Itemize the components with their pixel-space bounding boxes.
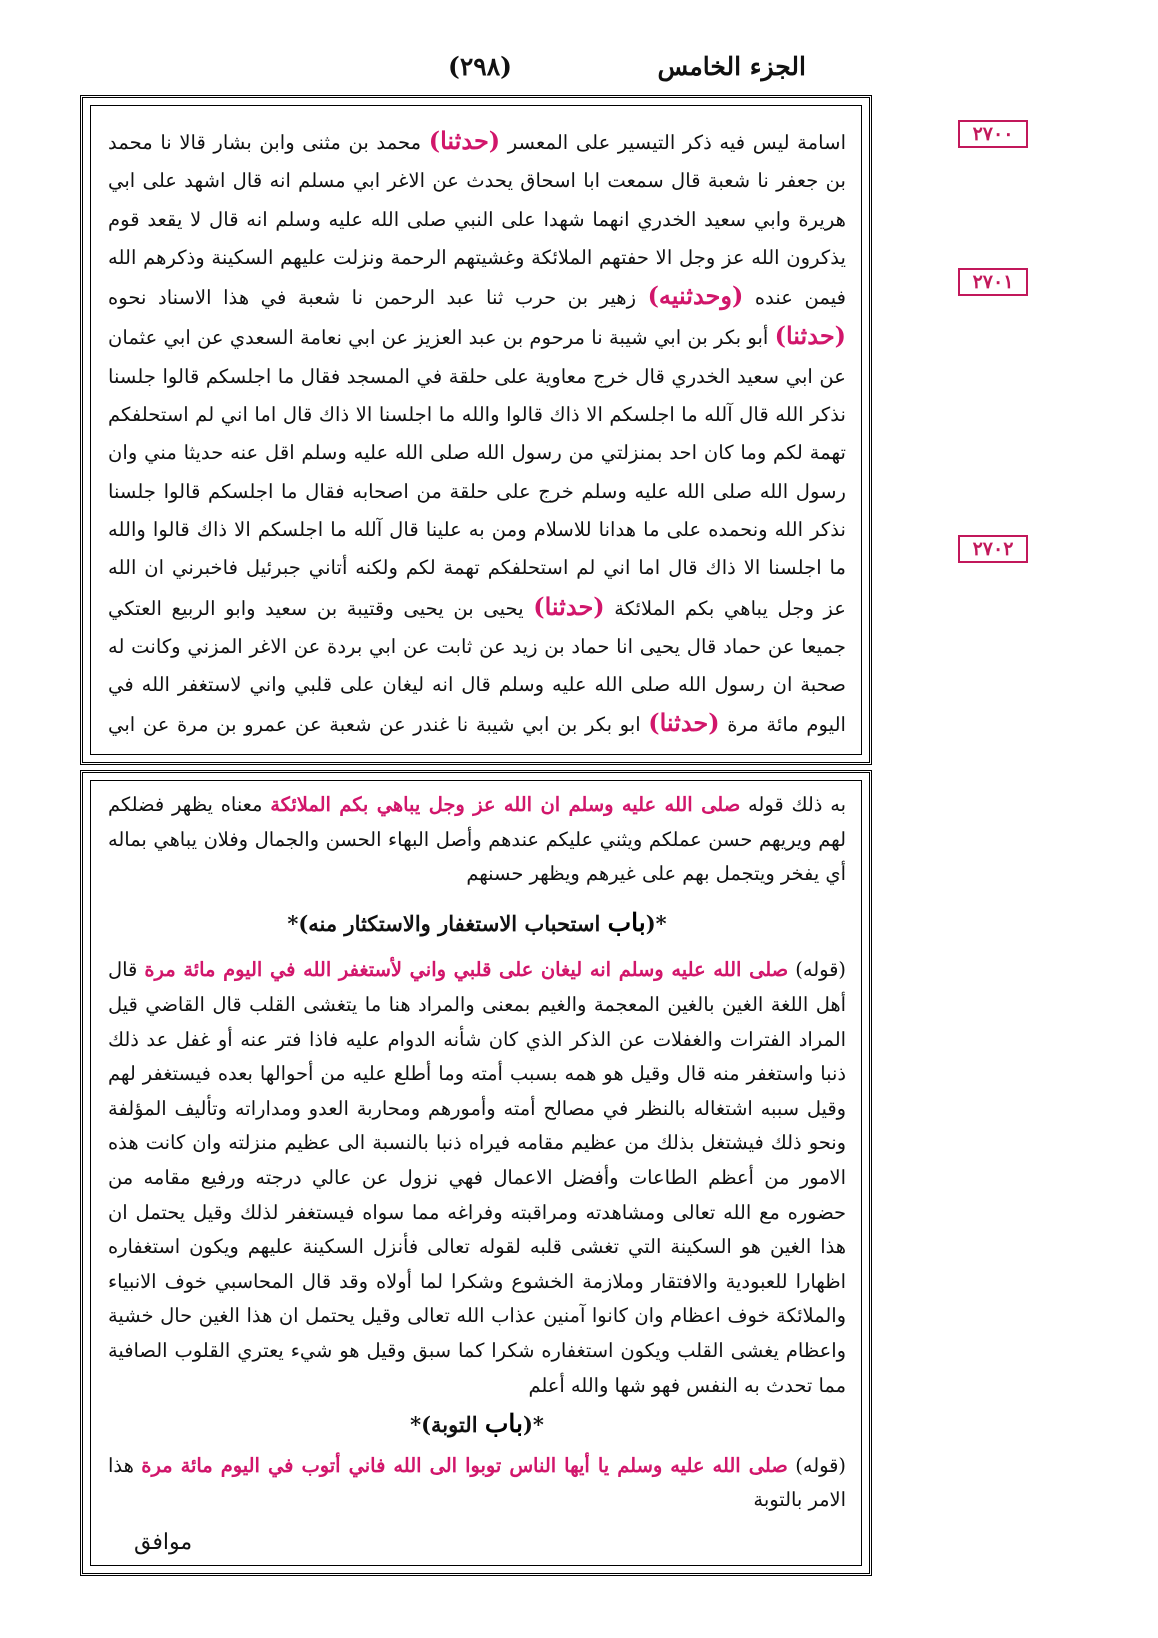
haddathana-marker: (حدثنا) (428, 126, 501, 155)
commentary-text: معناه يظهر فضلكم لهم ويريهم حسن عملكم ويثني عليكم عندهم وأصل البهاء الحسن والجمال وفلان يباهي بماله أي يفخر ويتجمل بهم على غيرهم ويظهر حسنهم (108, 793, 846, 886)
haddathanihi-marker: (وحدثنيه) (647, 281, 744, 311)
commentary-paragraph (108, 1449, 846, 1518)
commentary-block (108, 788, 846, 1564)
part-title: الجزء الخامس (657, 52, 806, 81)
heading-title: التوبة)* (410, 1412, 478, 1438)
hadith-number-2701: ٢٧٠١ (958, 268, 1028, 296)
heading-bab: باب (484, 1409, 523, 1439)
commentary-lead: (قوله) (795, 958, 846, 982)
heading-bab: باب (607, 907, 646, 937)
hadith-text-segment: ابو بكر بن ابي شيبة نا غندر عن شعبة عن عمرو بن مرة عن ابي (108, 713, 641, 737)
commentary-paragraph (108, 788, 846, 892)
commentary-quote: صلى الله عليه وسلم انه ليغان على قلبي واني لأستغفر الله في اليوم مائة مرة (144, 958, 789, 982)
commentary-lead: به ذلك قوله (748, 793, 846, 816)
commentary-text: قال أهل اللغة الغين بالغين المعجمة والغيم بمعنى والمراد هنا ما يتغشى القلب قال القاضي قيل المراد الفترات والغفلات عن الذكر الذي كان شأنه الدوام عليه فاذا فتر عنه أو غفل عد ذلك ذنبا واستغفر منه قال وقيل هو همه بسبب أمته وما أطلع عليه من أحوالها بعده فيستغفر لهم وقيل سببه اشتغاله بالنظر في مصالح أمته وأمورهم ومحاربة العدو ومداراته وتأليف المؤلفة ونحو ذلك فيشتغل بذلك من عظيم مقامه فيراه ذنبا بالنسبة الى عظيم منزلته وان كانت هذه الامور من أعظم الطاعات وأفضل الاعمال فهي نزول عن عالي درجته ورفيع مقامه من حضوره مع الله تعالى ومشاهدته ومراقبته وفراغه مما سواه فيستغفر لذلك وقيل يحتمل ان هذا الغين هو السكينة التي تغشى قلبه لقوله تعالى فأنزل السكينة عليهم ويكون استغفاره اظهارا للعبودية والافتقار وملازمة الخشوع وشكرا لما أولاه وقد قال المحاسبي خوف الانبياء والملائكة خوف اعظام وان كانوا آمنين عذاب الله تعالى وقيل يحتمل ان هذا الغين حال خشية واعظام يغشى القلب ويكون استغفاره شكرا كما سبق وقيل هو شيء يعتري القلوب الصافية مما تحدث به النفس فهو شها والله أعلم (108, 958, 846, 1397)
haddathana-marker: (حدثنا) (533, 591, 605, 621)
hadith-text-segment: محمد بن مثنى وابن بشار قالا نا محمد بن جعفر نا شعبة قال سمعت ابا اسحاق يحدث عن الاغر ابي مسلم انه قال اشهد على ابي هريرة وابي سعيد الخدري انهما شهدا على النبي صلى الله عليه وسلم انه قال لا يقعد قوم يذكرون الله عز وجل الا حفتهم الملائكة وغشيتهم الرحمة ونزلت عليهم السكينة وذكرهم الله فيمن عنده (108, 131, 846, 310)
haddathana-marker: (حدثنا) (648, 708, 720, 738)
hadith-text-segment: أبو بكر بن ابي شيبة نا مرحوم بن عبد العزيز عن ابي نعامة السعدي عن ابي عثمان عن ابي سعيد الخدري قال خرج معاوية على حلقة في المسجد فقال ما اجلسكم قالوا جلسنا نذكر الله قال آلله ما اجلسكم الا ذاك قالوا والله ما اجلسنا الا ذاك قال اما اني لم استحلفكم تهمة لكم وما كان احد بمنزلتي من رسول الله صلى الله عليه وسلم اقل عنه حديثا مني وان رسول الله صلى الله عليه وسلم خرج على حلقة من اصحابه فقال ما اجلسكم قالوا جلسنا نذكر الله ونحمده على ما هدانا للاسلام ومن به علينا قال آلله ما اجلسكم الا ذاك قالوا والله ما اجلسنا الا ذاك قال اما اني لم استحلفكم تهمة لكم ولكنه أتاني جبرئيل فاخبرني ان الله عز وجل يباهي بكم الملائكة (108, 326, 846, 620)
hadith-text-block (108, 122, 846, 750)
heading-prefix: *( (522, 1412, 544, 1438)
commentary-quote: صلى الله عليه وسلم ان الله عز وجل يباهي بكم الملائكة (270, 793, 741, 816)
catchword: موافق (134, 1530, 193, 1555)
heading-title: استحباب الاستغفار والاستكثار منه)* (287, 910, 601, 936)
chapter-heading (108, 1407, 846, 1443)
commentary-lead: (قوله) (795, 1453, 846, 1477)
hadith-number-2702: ٢٧٠٢ (958, 535, 1028, 563)
haddathana-marker: (حدثنا) (774, 321, 846, 351)
hadith-number-2700: ٢٧٠٠ (958, 120, 1028, 148)
chapter-heading (108, 906, 846, 942)
hadith-text-segment: اسامة ليس فيه ذكر التيسير على المعسر (507, 131, 846, 154)
commentary-text: هذا الامر بالتوبة (108, 1453, 846, 1512)
hadith-text-segment: يحيى بن يحيى وقتيبة بن سعيد وابو الربيع العتكي جميعا عن حماد قال يحيى انا حماد بن زيد عن ثابت عن ابي بردة عن الاغر المزني وكانت له صحبة ان رسول الله صلى الله عليه وسلم قال انه ليغان على قلبي واني لاستغفر الله في اليوم مائة مرة (108, 596, 846, 737)
hadith-text-segment: زهير بن حرب ثنا عبد الرحمن نا شعبة في هذا الاسناد نحوه (108, 286, 637, 310)
page-number: (٢٩٨) (448, 52, 512, 81)
commentary-paragraph (108, 953, 846, 1403)
heading-prefix: *( (645, 910, 667, 936)
commentary-quote: صلى الله عليه وسلم يا أيها الناس توبوا الى الله فاني أتوب في اليوم مائة مرة (141, 1453, 788, 1477)
